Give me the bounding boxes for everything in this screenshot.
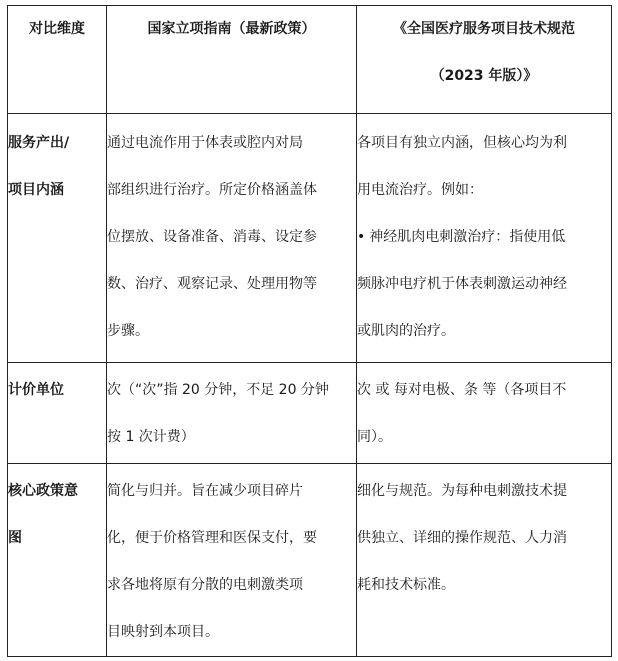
table-row-service-output (8, 114, 612, 363)
cell-line: 用电流治疗。例如： (357, 182, 483, 198)
row-label-policy-intent (8, 464, 107, 657)
cell-national-pricing-unit (107, 363, 357, 464)
cell-line: 次 或 每对电极、条 等（各项目不 (357, 382, 567, 398)
cell-line: 各项目有独立内涵，但核心均为利 (357, 135, 567, 151)
cell-line: 按 1 次计费） (107, 429, 195, 445)
cell-line: 同）。 (357, 429, 392, 445)
header-national-guide-label: 国家立项指南（最新政策） (147, 21, 316, 37)
cell-spec-policy-intent (357, 464, 612, 657)
cell-line: 次（“次”指 20 分钟，不足 20 分钟 (107, 382, 329, 398)
header-tech-spec-line-1: 《全国医疗服务项目技术规范 (393, 21, 575, 37)
cell-line: 目映射到本项目。 (107, 624, 219, 640)
row-label-line: 计价单位 (8, 382, 64, 398)
comparison-table (7, 5, 612, 657)
row-label-pricing-unit (8, 363, 107, 464)
header-dimension (8, 6, 107, 114)
cell-line: 简化与归并。旨在减少项目碎片 (107, 483, 303, 499)
row-label-line: 核心政策意 (8, 483, 78, 499)
cell-line: 步骤。 (107, 323, 149, 339)
row-label-line: 服务产出/ (8, 135, 70, 151)
row-label-line: 图 (8, 530, 22, 546)
cell-line: 或肌肉的治疗。 (357, 323, 455, 339)
cell-spec-pricing-unit (357, 363, 612, 464)
cell-line: 化，便于价格管理和医保支付，要 (107, 530, 317, 546)
bullet-icon: • (357, 229, 366, 245)
cell-line: 耗和技术标准。 (357, 577, 455, 593)
cell-national-policy-intent (107, 464, 357, 657)
cell-line: 求各地将原有分散的电刺激类项 (107, 577, 303, 593)
cell-national-service-output (107, 114, 357, 363)
cell-line: 神经肌肉电刺激治疗：指使用低 (369, 229, 566, 245)
cell-spec-service-output (357, 114, 612, 363)
table-row-policy-intent (8, 464, 612, 657)
table-row-pricing-unit (8, 363, 612, 464)
header-dimension-label: 对比维度 (29, 21, 85, 37)
row-label-service-output (8, 114, 107, 363)
cell-line: 数、治疗、观察记录、处理用物等 (107, 276, 317, 292)
row-label-line: 项目内涵 (8, 182, 64, 198)
header-tech-spec-line-2: （2023 年版）》 (430, 68, 538, 84)
cell-bullet-line (357, 214, 611, 261)
header-tech-spec (357, 6, 612, 114)
cell-line: 细化与规范。为每种电刺激技术提 (357, 483, 567, 499)
cell-line: 部组织进行治疗。所定价格涵盖体 (107, 182, 317, 198)
header-national-guide (107, 6, 357, 114)
cell-line: 频脉冲电疗机于体表刺激运动神经 (357, 276, 567, 292)
cell-line: 通过电流作用于体表或腔内对局 (107, 135, 303, 151)
table-header-row (8, 6, 612, 114)
cell-line: 位摆放、设备准备、消毒、设定参 (107, 229, 317, 245)
cell-line: 供独立、详细的操作规范、人力消 (357, 530, 567, 546)
